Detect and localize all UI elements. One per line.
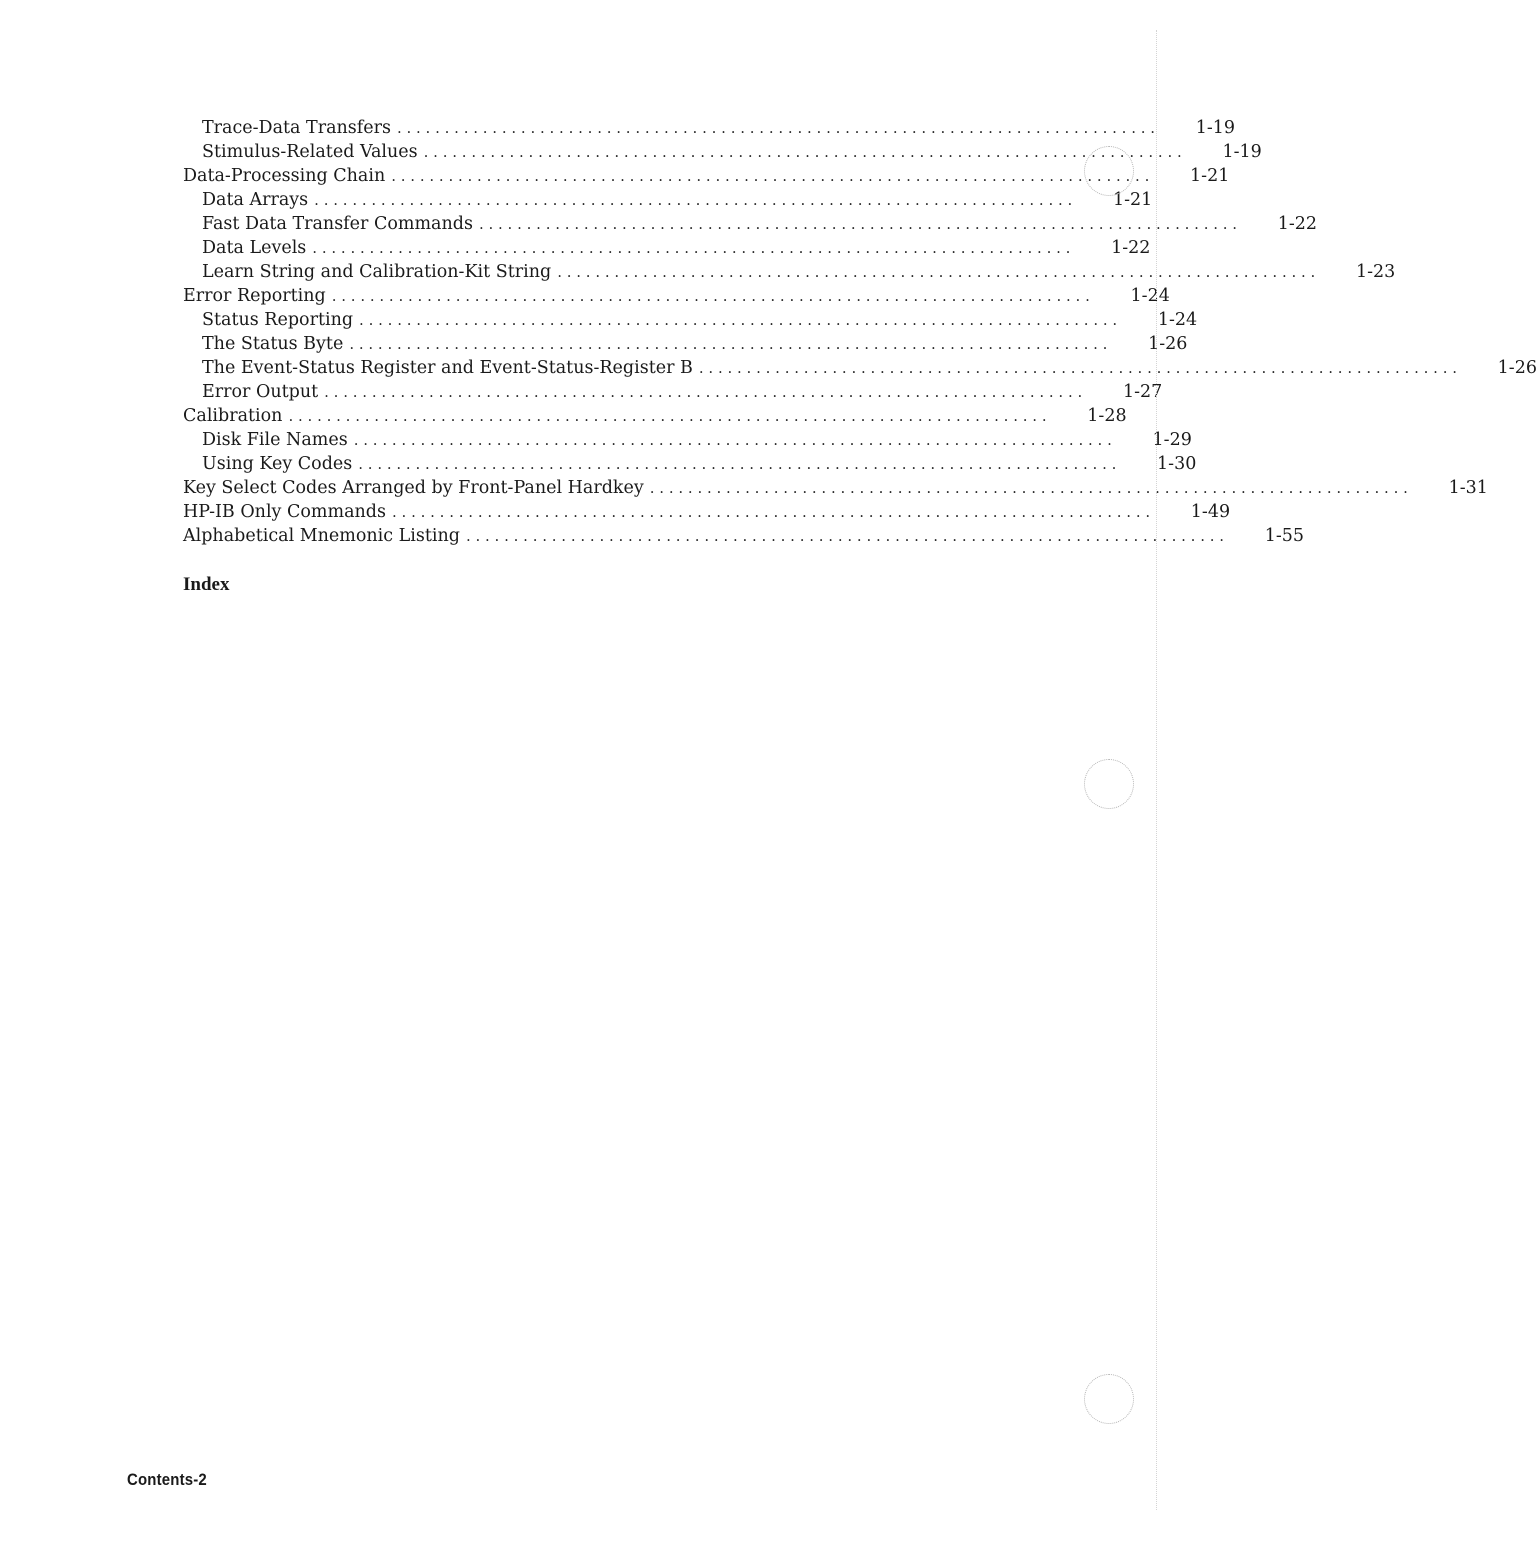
page-footer-label: Contents-2 — [127, 1470, 207, 1489]
toc-dot-leader: . . . . . . . . . . . . . . . . . . . . . . . . . . . . . . . . . . . . . . . . . . . . . . . . . . . . . . . . . . . . . . . . . . . . . . . . . . . . . . . . — [698, 359, 1457, 377]
toc-entry-page-number: 1-30 — [1157, 454, 1197, 474]
toc-entry-title: Data Levels — [202, 238, 307, 258]
toc-entry[interactable] — [183, 428, 1192, 452]
toc-entry[interactable] — [183, 164, 1230, 188]
toc-dot-leader: . . . . . . . . . . . . . . . . . . . . . . . . . . . . . . . . . . . . . . . . . . . . . . . . . . . . . . . . . . . . . . . . . . . . . . . . . . . . . . . . — [331, 287, 1090, 305]
toc-entry-page-number: 1-29 — [1152, 430, 1192, 450]
toc-dot-leader: . . . . . . . . . . . . . . . . . . . . . . . . . . . . . . . . . . . . . . . . . . . . . . . . . . . . . . . . . . . . . . . . . . . . . . . . . . . . . . . . — [314, 191, 1073, 209]
toc-dot-leader: . . . . . . . . . . . . . . . . . . . . . . . . . . . . . . . . . . . . . . . . . . . . . . . . . . . . . . . . . . . . . . . . . . . . . . . . . . . . . . . . — [312, 239, 1071, 257]
toc-entry-page-number: 1-26 — [1497, 358, 1537, 378]
toc-entry[interactable] — [183, 404, 1127, 428]
toc-entry[interactable] — [183, 452, 1197, 476]
toc-entry-title: The Status Byte — [202, 334, 344, 354]
toc-entry-page-number: 1-31 — [1448, 478, 1488, 498]
toc-entry-page-number: 1-27 — [1122, 382, 1163, 402]
toc-entry-page-number: 1-19 — [1222, 142, 1262, 162]
index-heading[interactable]: Index — [183, 574, 230, 595]
toc-entry[interactable] — [183, 308, 1198, 332]
toc-dot-leader: . . . . . . . . . . . . . . . . . . . . . . . . . . . . . . . . . . . . . . . . . . . . . . . . . . . . . . . . . . . . . . . . . . . . . . . . . . . . . . . . — [324, 383, 1083, 401]
toc-entry[interactable] — [183, 284, 1170, 308]
toc-entry-title: Error Output — [202, 382, 319, 402]
toc-entry-title: Data-Processing Chain — [183, 166, 386, 186]
toc-entry-page-number: 1-19 — [1195, 118, 1236, 138]
toc-entry-title: Using Key Codes — [202, 454, 353, 474]
toc-dot-leader: . . . . . . . . . . . . . . . . . . . . . . . . . . . . . . . . . . . . . . . . . . . . . . . . . . . . . . . . . . . . . . . . . . . . . . . . . . . . . . . . — [353, 431, 1112, 449]
binder-hole-bottom — [1084, 1374, 1134, 1424]
toc-entry-title: Learn String and Calibration-Kit String — [202, 262, 552, 282]
toc-entry-title: The Event-Status Register and Event-Status-Register B — [202, 358, 693, 378]
toc-entry[interactable] — [183, 212, 1318, 236]
toc-dot-leader: . . . . . . . . . . . . . . . . . . . . . . . . . . . . . . . . . . . . . . . . . . . . . . . . . . . . . . . . . . . . . . . . . . . . . . . . . . . . . . . . — [359, 311, 1118, 329]
toc-entry-title: Stimulus-Related Values — [202, 142, 418, 162]
page-edge-line — [1156, 30, 1157, 1510]
toc-entry-page-number: 1-55 — [1264, 526, 1305, 546]
binder-hole-top — [1084, 146, 1134, 196]
toc-entry[interactable] — [183, 356, 1537, 380]
toc-entry-title: Fast Data Transfer Commands — [202, 214, 473, 234]
toc-entry[interactable] — [183, 500, 1231, 524]
toc-entry-page-number: 1-21 — [1112, 190, 1153, 210]
toc-entry-page-number: 1-28 — [1087, 406, 1127, 426]
toc-entry-title: Trace-Data Transfers — [202, 118, 391, 138]
toc-dot-leader: . . . . . . . . . . . . . . . . . . . . . . . . . . . . . . . . . . . . . . . . . . . . . . . . . . . . . . . . . . . . . . . . . . . . . . . . . . . . . . . . — [478, 215, 1238, 233]
binder-hole-middle — [1084, 759, 1134, 809]
toc-entry[interactable] — [183, 188, 1153, 212]
toc-entry-page-number: 1-22 — [1277, 214, 1318, 234]
toc-entry-title: Key Select Codes Arranged by Front-Panel Hardkey — [183, 478, 644, 498]
table-of-contents — [183, 116, 1537, 548]
toc-entry-title: Status Reporting — [202, 310, 354, 330]
toc-entry-title: Alphabetical Mnemonic Listing — [183, 526, 460, 546]
toc-entry-title: Error Reporting — [183, 286, 326, 306]
toc-entry[interactable] — [183, 116, 1236, 140]
toc-entry[interactable] — [183, 476, 1488, 500]
toc-dot-leader: . . . . . . . . . . . . . . . . . . . . . . . . . . . . . . . . . . . . . . . . . . . . . . . . . . . . . . . . . . . . . . . . . . . . . . . . . . . . . . . . — [349, 335, 1108, 353]
toc-entry[interactable] — [183, 524, 1305, 548]
toc-entry-title: Disk File Names — [202, 430, 348, 450]
toc-entry-page-number: 1-24 — [1130, 286, 1170, 306]
toc-entry-page-number: 1-24 — [1157, 310, 1198, 330]
toc-dot-leader: . . . . . . . . . . . . . . . . . . . . . . . . . . . . . . . . . . . . . . . . . . . . . . . . . . . . . . . . . . . . . . . . . . . . . . . . . . . . . . . . — [391, 167, 1150, 185]
toc-entry-page-number: 1-26 — [1148, 334, 1188, 354]
toc-entry-title: HP-IB Only Commands — [183, 502, 386, 522]
toc-entry[interactable] — [183, 332, 1188, 356]
toc-entry[interactable] — [183, 140, 1262, 164]
toc-entry-page-number: 1-49 — [1190, 502, 1231, 522]
toc-dot-leader: . . . . . . . . . . . . . . . . . . . . . . . . . . . . . . . . . . . . . . . . . . . . . . . . . . . . . . . . . . . . . . . . . . . . . . . . . . . . . . . . — [358, 455, 1117, 473]
toc-entry-title: Calibration — [183, 406, 283, 426]
toc-entry-title: Data Arrays — [202, 190, 309, 210]
toc-entry-page-number: 1-21 — [1190, 166, 1230, 186]
toc-dot-leader: . . . . . . . . . . . . . . . . . . . . . . . . . . . . . . . . . . . . . . . . . . . . . . . . . . . . . . . . . . . . . . . . . . . . . . . . . . . . . . . . — [396, 119, 1156, 137]
toc-entry[interactable] — [183, 236, 1151, 260]
toc-entry[interactable] — [183, 260, 1396, 284]
toc-entry[interactable] — [183, 380, 1163, 404]
toc-entry-page-number: 1-23 — [1356, 262, 1396, 282]
toc-dot-leader: . . . . . . . . . . . . . . . . . . . . . . . . . . . . . . . . . . . . . . . . . . . . . . . . . . . . . . . . . . . . . . . . . . . . . . . . . . . . . . . . — [557, 263, 1316, 281]
toc-dot-leader: . . . . . . . . . . . . . . . . . . . . . . . . . . . . . . . . . . . . . . . . . . . . . . . . . . . . . . . . . . . . . . . . . . . . . . . . . . . . . . . . — [392, 503, 1151, 521]
toc-dot-leader: . . . . . . . . . . . . . . . . . . . . . . . . . . . . . . . . . . . . . . . . . . . . . . . . . . . . . . . . . . . . . . . . . . . . . . . . . . . . . . . . — [423, 143, 1182, 161]
toc-dot-leader: . . . . . . . . . . . . . . . . . . . . . . . . . . . . . . . . . . . . . . . . . . . . . . . . . . . . . . . . . . . . . . . . . . . . . . . . . . . . . . . . — [288, 407, 1047, 425]
toc-dot-leader: . . . . . . . . . . . . . . . . . . . . . . . . . . . . . . . . . . . . . . . . . . . . . . . . . . . . . . . . . . . . . . . . . . . . . . . . . . . . . . . . — [465, 527, 1225, 545]
toc-entry-page-number: 1-22 — [1111, 238, 1151, 258]
toc-dot-leader: . . . . . . . . . . . . . . . . . . . . . . . . . . . . . . . . . . . . . . . . . . . . . . . . . . . . . . . . . . . . . . . . . . . . . . . . . . . . . . . . — [649, 479, 1408, 497]
